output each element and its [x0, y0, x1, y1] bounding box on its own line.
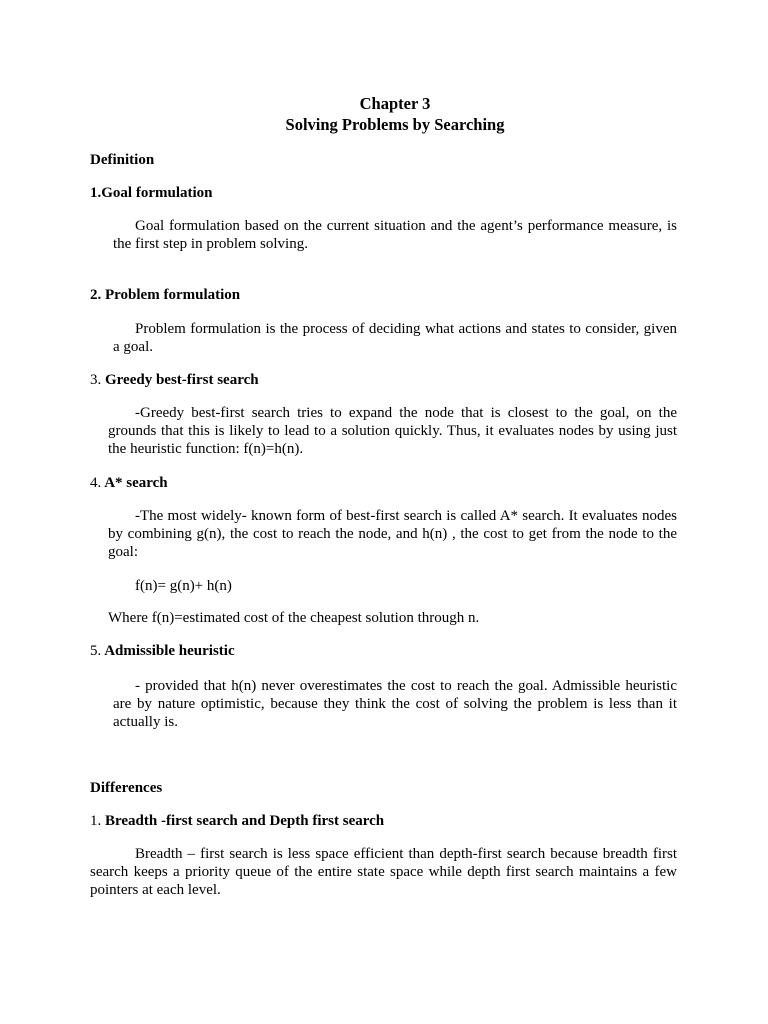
section-number: 3. [90, 372, 102, 388]
section-heading: Goal formulation [101, 185, 213, 201]
differences-heading: Differences [90, 780, 163, 796]
section-heading: Greedy best-first search [105, 372, 259, 388]
section-heading: Breadth -first search and Depth first search [105, 813, 385, 829]
section-admissible-text: - provided that h(n) never overestimates the cost to reach the goal. Admissible heuristic are by nature optimistic, because they think the cost of solving the problem is less than it actually is. [113, 678, 677, 730]
chapter-title: Solving Problems by Searching [285, 115, 505, 134]
difference-bfs-dfs-heading [90, 812, 384, 830]
section-heading: Problem formulation [105, 287, 241, 303]
section-number: 4. [90, 475, 102, 491]
section-number: 2. [90, 287, 102, 303]
section-problem-formulation-heading [90, 286, 240, 304]
section-astar-text: -The most widely- known form of best-first search is called A* search. It evaluates nodes by combining g(n), the cost to reach the node, and h(n) , the cost to get from the node to the goal: [108, 508, 677, 560]
section-admissible-heading [90, 642, 235, 660]
section-problem-formulation-text: Problem formulation is the process of deciding what actions and states to consider, given a goal. [113, 321, 677, 355]
section-heading: A* search [104, 475, 168, 491]
section-greedy-heading [90, 371, 259, 389]
section-number: 5. [90, 643, 102, 659]
chapter-number: Chapter 3 [359, 94, 431, 113]
section-goal-formulation-heading [90, 184, 213, 202]
section-greedy-text: -Greedy best-first search tries to expand the node that is closest to the goal, on the grounds that this is likely to lead to a solution quickly. Thus, it evaluates nodes by using just the heuristic function: f(n)=h(n). [108, 405, 677, 457]
definition-heading: Definition [90, 152, 155, 168]
section-number: 1. [90, 813, 102, 829]
section-heading: Admissible heuristic [104, 643, 235, 659]
section-astar-heading [90, 474, 168, 492]
section-number: 1. [90, 185, 102, 201]
astar-where-text: Where f(n)=estimated cost of the cheapest solution through n. [108, 610, 480, 626]
difference-bfs-dfs-text: Breadth – first search is less space efficient than depth-first search because breadth first search keeps a priority queue of the entire state space while depth first search maintains a few pointers at each level. [90, 846, 677, 898]
astar-formula: f(n)= g(n)+ h(n) [135, 578, 232, 594]
section-goal-formulation-text: Goal formulation based on the current situation and the agent’s performance measure, is the first step in problem solving. [113, 218, 677, 252]
